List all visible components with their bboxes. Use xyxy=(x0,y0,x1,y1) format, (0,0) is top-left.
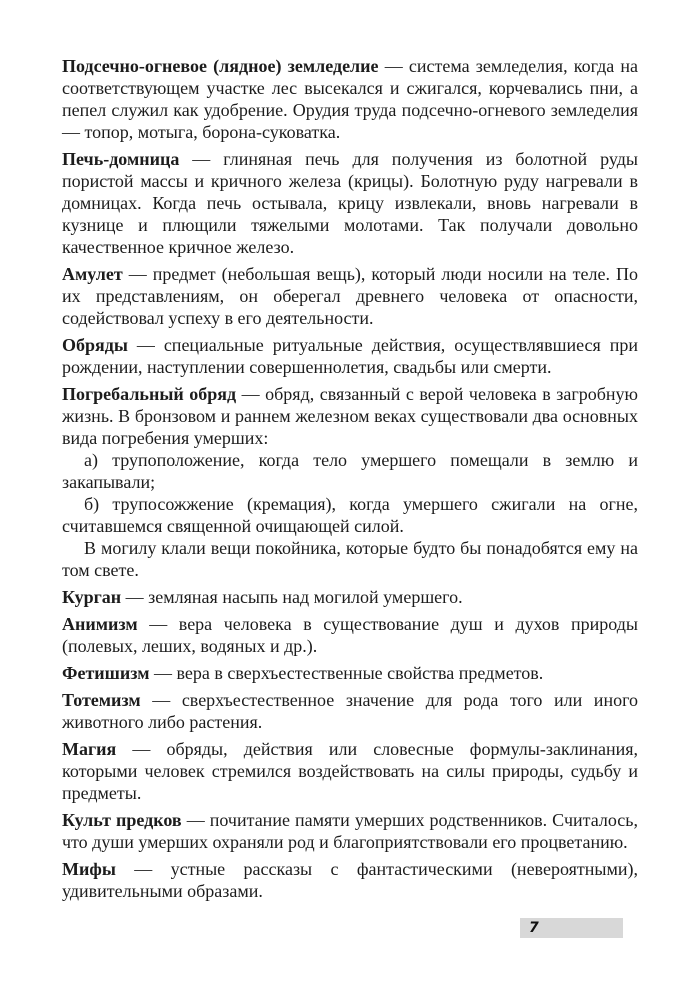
glossary-definition: — глиняная печь для получения из болотной руды пористой массы и кричного железа (крицы). Болотную руду нагревали в домницах. Когда печь остывала, крицу извлекали, вновь нагревали в кузнице и плющили тяжелыми молотами. Так получали довольно качественное кричное железо. xyxy=(62,149,639,257)
glossary-term: Тотемизм xyxy=(62,690,141,710)
glossary-entry xyxy=(62,334,638,378)
glossary-term: Мифы xyxy=(62,859,116,879)
glossary-definition: — предмет (небольшая вещь), который люди носили на теле. По их представлениям, он оберегал древнего человека от опасности, содействовал успеху в его деятельности. xyxy=(62,264,638,328)
glossary-entry xyxy=(62,586,638,608)
glossary-definition: — вера в сверхъестественные свойства предметов. xyxy=(153,663,544,683)
glossary-definition: — почитание памяти умерших родственников. Считалось, что души умерших охраняли род и благоприятствовали его процветанию. xyxy=(62,810,639,852)
glossary-entry xyxy=(62,858,638,902)
glossary-term: Курган xyxy=(62,587,122,607)
glossary-definition: — земляная насыпь над могилой умершего. xyxy=(125,587,463,607)
page-number: 7 xyxy=(529,920,539,936)
glossary-definition: — устные рассказы с фантастическими (невероятными), удивительными образами. xyxy=(62,859,638,901)
glossary-definition: — вера человека в существование душ и духов природы (полевых, леших, водяных и др.). xyxy=(62,614,639,656)
glossary-term: Погребальный обряд xyxy=(62,384,237,404)
glossary-term: Обряды xyxy=(62,335,128,355)
glossary-definition: б) трупосожжение (кремация), когда умершего сжигали на огне, считавшемся священной очищающей силой. xyxy=(62,494,638,536)
glossary-definition: — сверхъестественное значение для рода того или иного животного либо растения. xyxy=(62,690,639,732)
glossary-entry xyxy=(62,148,638,258)
glossary-definition: — специальные ритуальные действия, осуществлявшиеся при рождении, наступлении совершеннолетия, свадьбы или смерти. xyxy=(62,335,638,377)
glossary-term: Подсечно-огневое (лядное) земледелие xyxy=(62,56,379,76)
glossary-entry xyxy=(62,263,638,329)
glossary-entry xyxy=(62,383,638,449)
glossary-term: Фетишизм xyxy=(62,663,150,683)
glossary-entry xyxy=(62,809,638,853)
glossary-entry xyxy=(62,613,638,657)
glossary-definition: В могилу клали вещи покойника, которые будто бы понадобятся ему на том свете. xyxy=(62,538,638,580)
glossary-entry xyxy=(62,55,638,143)
glossary-subparagraph xyxy=(62,493,638,537)
glossary-entry xyxy=(62,662,638,684)
glossary-definition: — система земледелия, когда на соответствующем участке лес высекался и сжигался, корчевались пни, а пепел служил как удобрение. Орудия труда подсечно-огневого земледелия — топор, мотыга, борона-суковатка. xyxy=(62,56,639,142)
glossary-definition: — обряды, действия или словесные формулы-заклинания, которыми человек стремился воздействовать на силы природы, судьбу и предметы. xyxy=(62,739,638,803)
glossary-term: Амулет xyxy=(62,264,123,284)
glossary-entry xyxy=(62,689,638,733)
glossary-entry xyxy=(62,738,638,804)
glossary-definition: а) трупоположение, когда тело умершего помещали в землю и закапывали; xyxy=(62,450,638,492)
glossary-term: Печь-домница xyxy=(62,149,180,169)
glossary-term: Культ предков xyxy=(62,810,182,830)
glossary-subparagraph xyxy=(62,449,638,493)
glossary-definition: — обряд, связанный с верой человека в загробную жизнь. В бронзовом и раннем железном веках существовали два основных вида погребения умерших: xyxy=(62,384,638,448)
glossary-content xyxy=(62,50,638,902)
glossary-term: Анимизм xyxy=(62,614,138,634)
page-number-bar xyxy=(520,918,623,938)
glossary-subparagraph xyxy=(62,537,638,581)
glossary-term: Магия xyxy=(62,739,117,759)
